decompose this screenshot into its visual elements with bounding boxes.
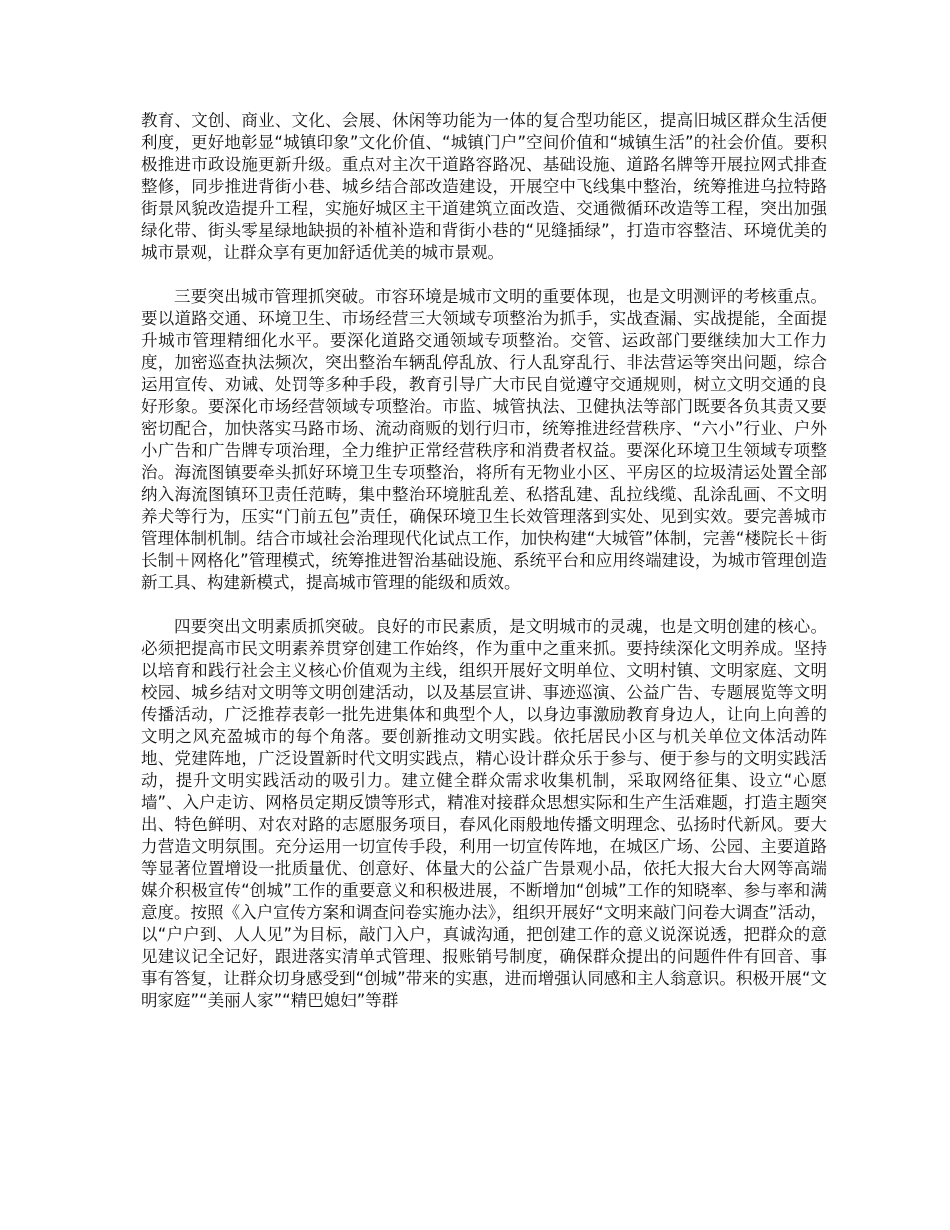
paragraph-civic-quality: 四要突出文明素质抓突破。良好的市民素质，是文明城市的灵魂，也是文明创建的核心。必须把提高市民文明素养贯穿创建工作始终，作为重中之重来抓。要持续深化文明养成。坚持以培育和践行社会主义核心价值观为主线，组织开展好文明单位、文明村镇、文明家庭、文明校园、城乡结对文明等文明创建活动，以及基层宣讲、事迹巡演、公益广告、专题展览等文明传播活动，广泛推荐表彰一批先进集体和典型个人，以身边事激励教育身边人，让向上向善的文明之风充盈城市的每个角落。要创新推动文明实践。依托居民小区与机关单位文体活动阵地、党建阵地，广泛设置新时代文明实践点，精心设计群众乐于参与、便于参与的文明实践活动，提升文明实践活动的吸引力。建立健全群众需求收集机制，采取网络征集、设立“心愿墙”、入户走访、网格员定期反馈等形式，精准对接群众思想实际和生产生活难题，打造主题突出、特色鲜明、对农对路的志愿服务项目，春风化雨般地传播文明理念、弘扬时代新风。要大力营造文明氛围。充分运用一切宣传手段，利用一切宣传阵地，在城区广场、公园、主要道路等显著位置增设一批质量优、创意好、体量大的公益广告景观小品，依托大报大台大网等高端媒介积极宣传“创城”工作的重要意义和积极进展，不断增加“创城”工作的知晓率、参与率和满意度。按照《入户宣传方案和调查问卷实施办法》，组织开展好“文明来敲门问卷大调查”活动，以“户户到、人人见”为目标，敲门入户，真诚沟通，把创建工作的意义说深说透，把群众的意见建议记全记好，跟进落实清单式管理、报账销号制度，确保群众提出的问题件件有回音、事事有答复，让群众切身感受到“创城”带来的实惠，进而增强认同感和主人翁意识。积极开展“文明家庭”“美丽人家”“精巴媳妇”等群 [141, 617, 827, 1010]
document-body [141, 110, 827, 1034]
paragraph-continuation: 教育、文创、商业、文化、会展、休闲等功能为一体的复合型功能区，提高旧城区群众生活便利度，更好地彰显“城镇印象”文化价值、“城镇门户”空间价值和“城镇生活”的社会价值。要积极推进市政设施更新升级。重点对主次干道路容路况、基础设施、道路名牌等开展拉网式排查整修，同步推进背街小巷、城乡结合部改造建设，开展空中飞线集中整治，统筹推进乌拉特路街景风貌改造提升工程，实施好城区主干道建筑立面改造、交通微循环改造等工程，突出加强绿化带、街头零星绿地缺损的补植补造和背街小巷的“见缝插绿”，打造市容整洁、环境优美的城市景观，让群众享有更加舒适优美的城市景观。 [141, 111, 827, 262]
paragraph-city-management: 三要突出城市管理抓突破。市容环境是城市文明的重要体现，也是文明测评的考核重点。要以道路交通、环境卫生、市场经营三大领域专项整治为抓手，实战查漏、实战提能，全面提升城市管理精细化水平。要深化道路交通领域专项整治。交管、运政部门要继续加大工作力度，加密巡查执法频次，突出整治车辆乱停乱放、行人乱穿乱行、非法营运等突出问题，综合运用宣传、劝诫、处罚等多种手段，教育引导广大市民自觉遵守交通规则，树立文明交通的良好形象。要深化市场经营领域专项整治。市监、城管执法、卫健执法等部门既要各负其责又要密切配合，加快落实马路市场、流动商贩的划行归市，统筹推进经营秩序、“六小”行业、户外小广告和广告牌专项治理，全力维护正常经营秩序和消费者权益。要深化环境卫生领域专项整治。海流图镇要牵头抓好环境卫生专项整治，将所有无物业小区、平房区的垃圾清运处置全部纳入海流图镇环卫责任范畴，集中整治环境脏乱差、私搭乱建、乱拉线缆、乱涂乱画、不文明养犬等行为，压实“门前五包”责任，确保环境卫生长效管理落到实处、见到实效。要完善城市管理体制机制。结合市域社会治理现代化试点工作，加快构建“大城管”体制，完善“楼院长＋街长制＋网格化”管理模式，统筹推进智治基础设施、系统平台和应用终端建设，为城市管理创造新工具、构建新模式，提高城市管理的能级和质效。 [141, 287, 827, 592]
